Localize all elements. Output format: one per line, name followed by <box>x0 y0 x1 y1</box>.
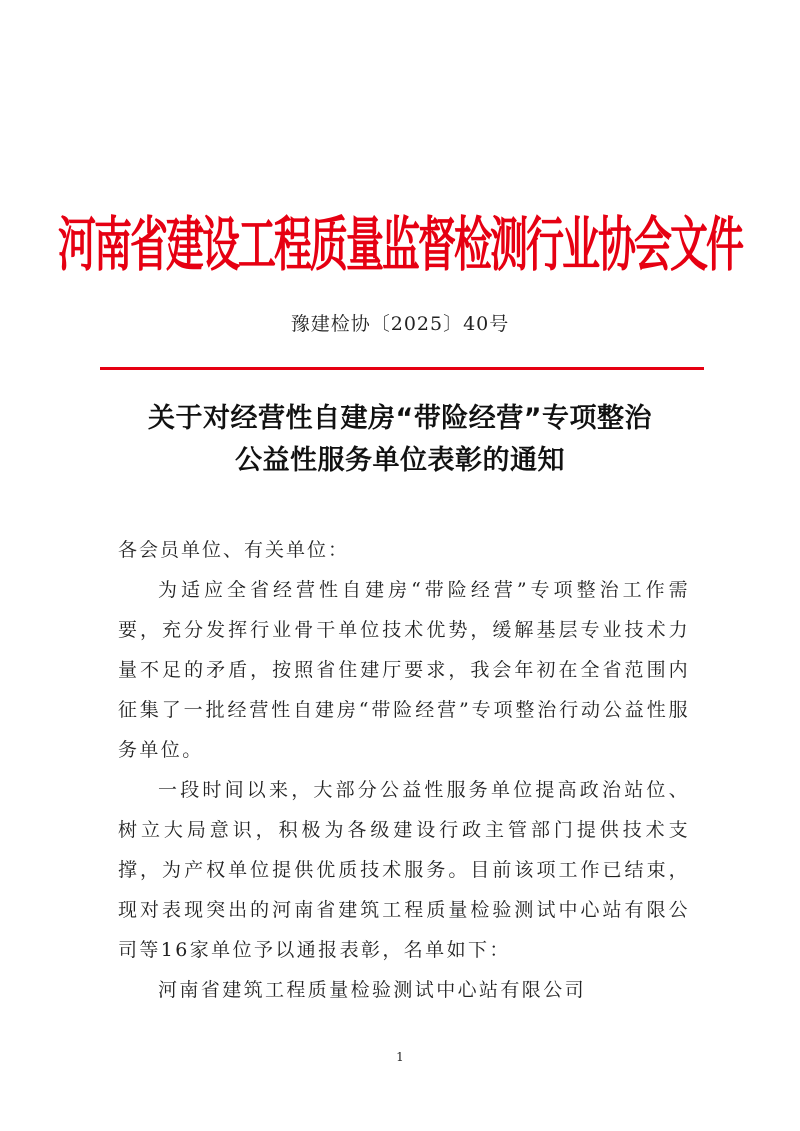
document-body <box>118 530 690 1010</box>
body-paragraph-2: 一段时间以来，大部分公益性服务单位提高政治站位、树立大局意识，积极为各级建设行政主管部门提供技术支撑，为产权单位提供优质技术服务。目前该项工作已结束，现对表现突出的河南省建筑工程质量检验测试中心站有限公司等16家单位予以通报表彰，名单如下： <box>118 779 690 961</box>
salutation: 各会员单位、有关单位： <box>118 539 350 561</box>
page-number: 1 <box>396 1050 404 1064</box>
title-line-2: 公益性服务单位表彰的通知 <box>235 445 565 476</box>
document-masthead: 河南省建设工程质量监督检测行业协会文件 <box>57 210 742 280</box>
title-line-1: 关于对经营性自建房“带险经营”专项整治 <box>148 403 652 434</box>
body-paragraph-1: 为适应全省经营性自建房“带险经营”专项整治工作需要，充分发挥行业骨干单位技术优势，缓解基层专业技术力量不足的矛盾，按照省住建厅要求，我会年初在全省范围内征集了一批经营性自建房“带险经营”专项整治行动公益性服务单位。 <box>118 579 690 761</box>
awardee-list-item: 河南省建筑工程质量检验测试中心站有限公司 <box>158 979 587 1001</box>
document-title <box>0 398 800 482</box>
document-number: 豫建检协〔2025〕40号 <box>290 313 510 335</box>
red-divider-line <box>100 367 704 370</box>
